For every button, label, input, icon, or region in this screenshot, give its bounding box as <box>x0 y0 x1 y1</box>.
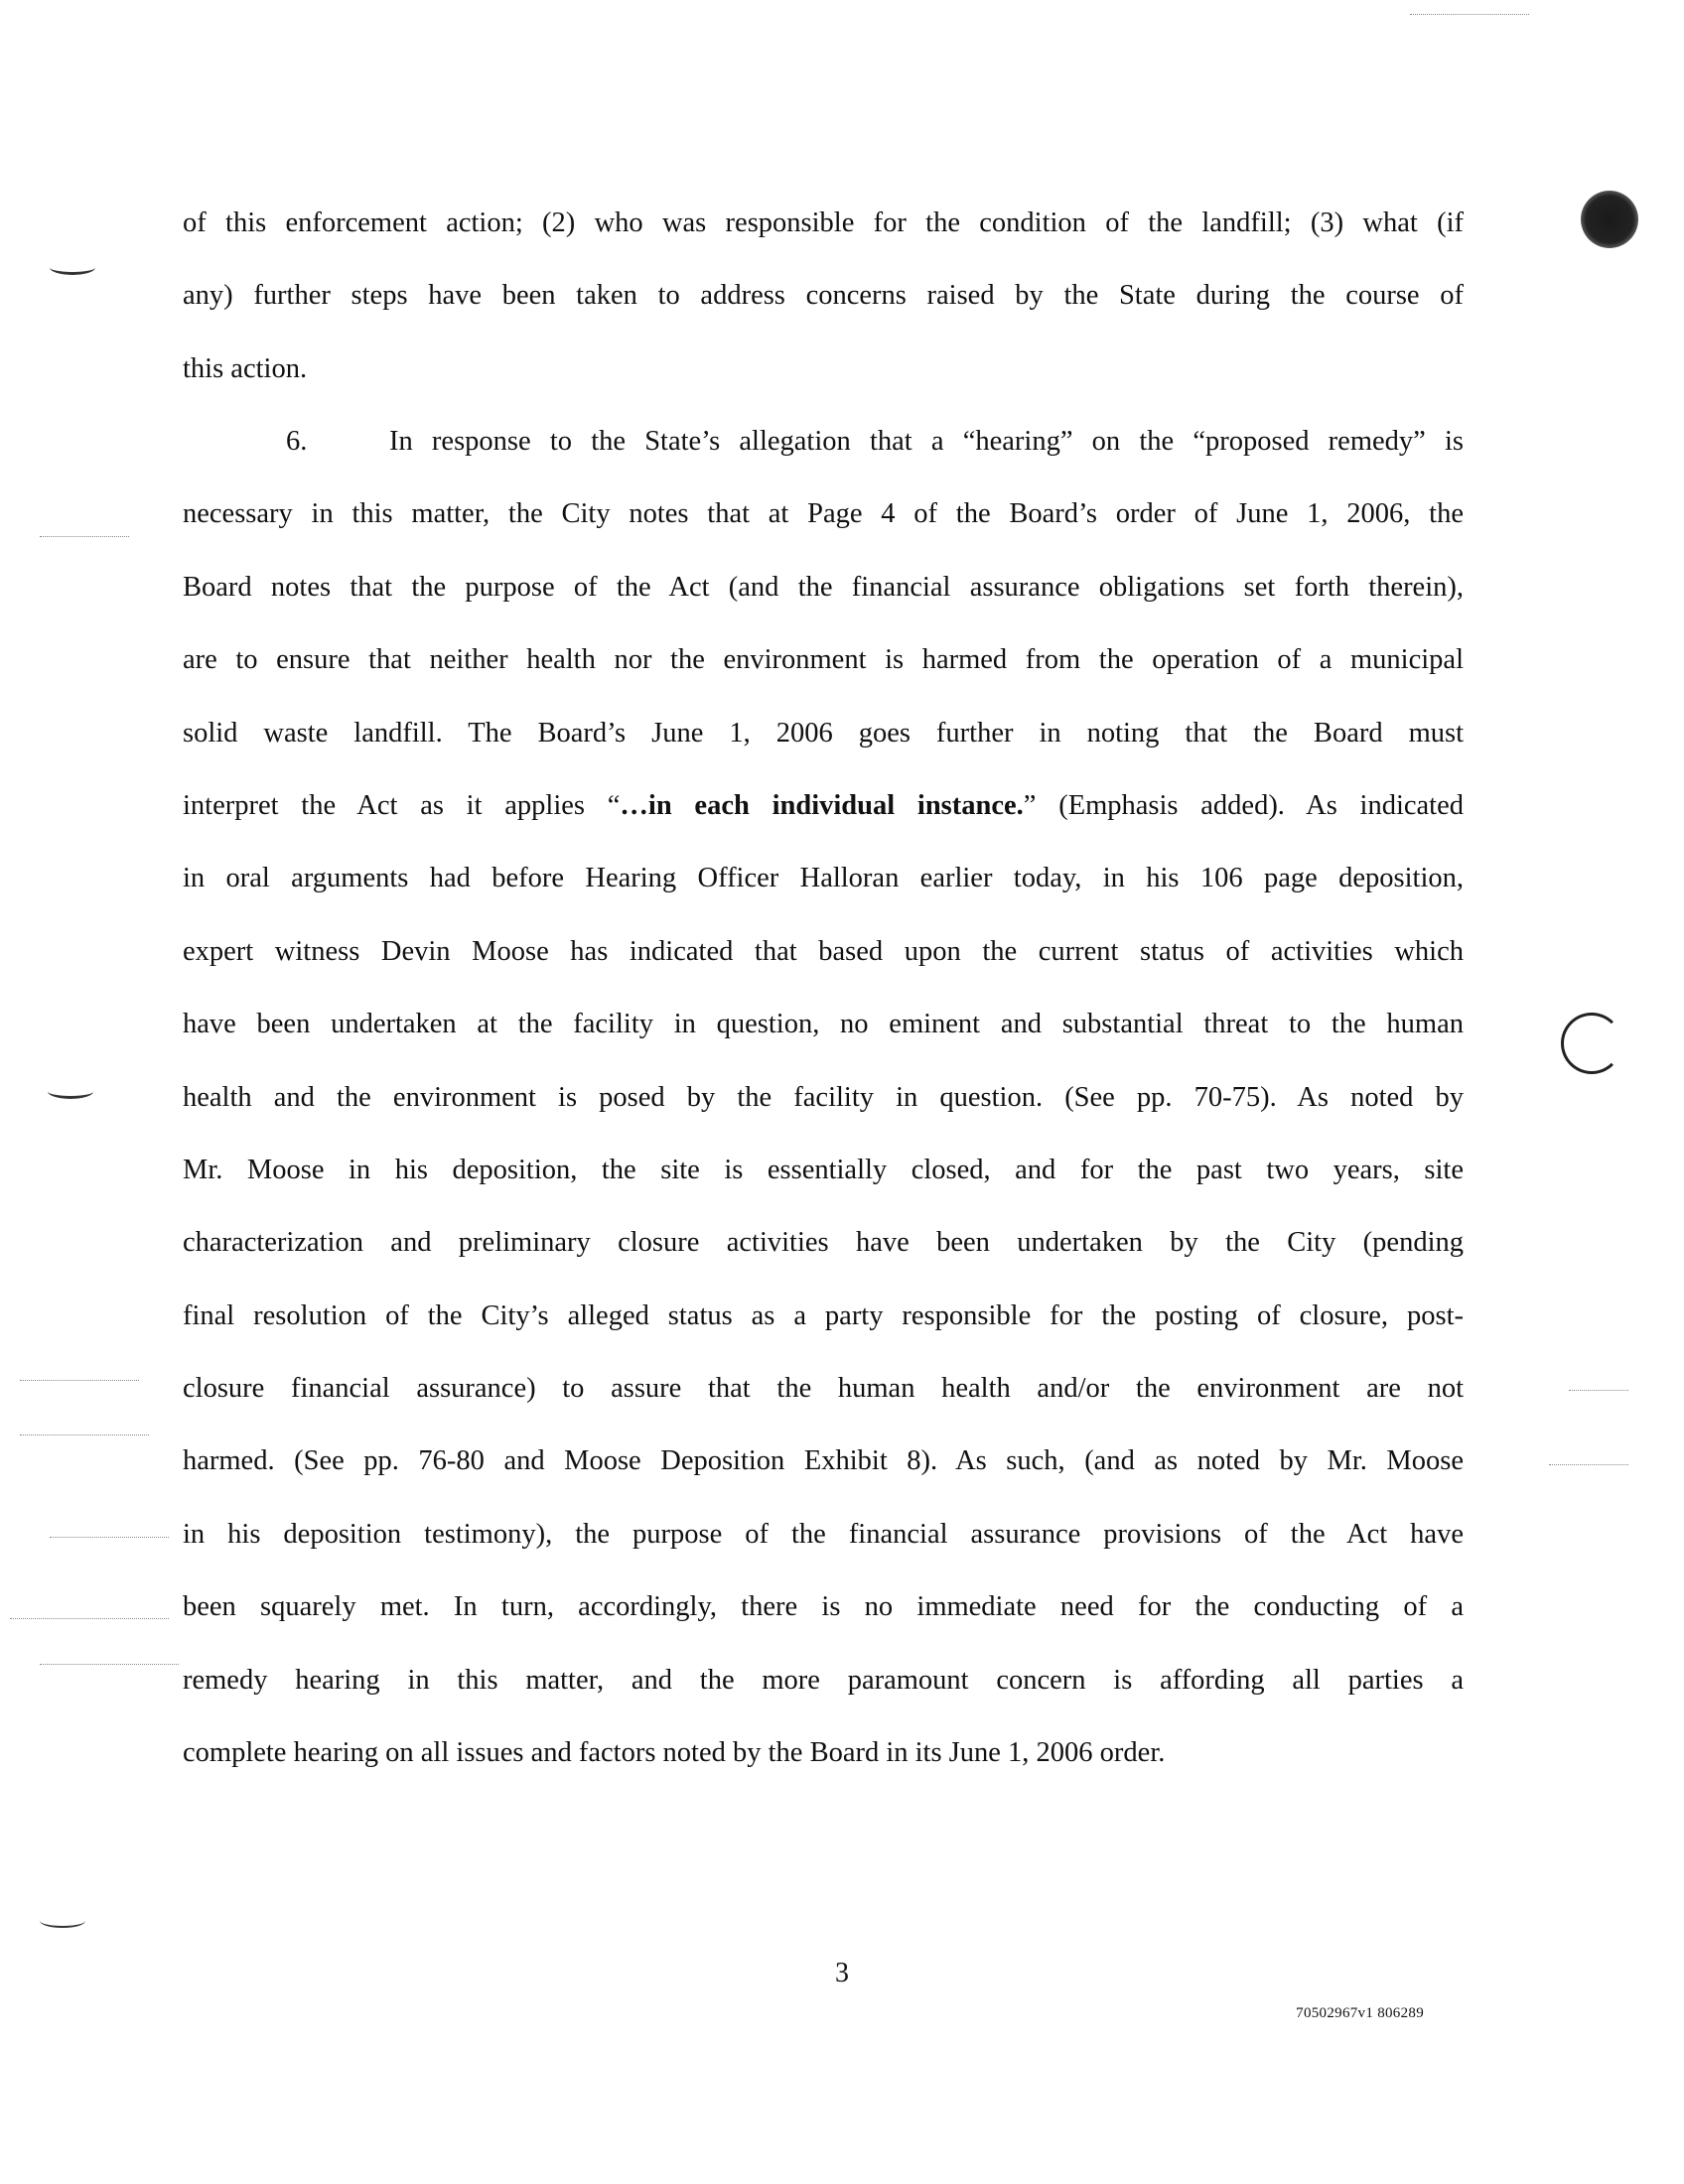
scan-noise <box>50 1537 169 1538</box>
scan-noise <box>40 1664 179 1665</box>
punch-hole-mark <box>1561 1013 1622 1074</box>
emphasis-line <box>183 769 1464 842</box>
text-line: this action. <box>183 352 308 384</box>
text-segment: ” (Emphasis added). As indicated <box>1023 789 1464 821</box>
emphasis-text: …in each individual instance. <box>620 789 1024 821</box>
scan-noise <box>1569 1390 1628 1391</box>
continued-paragraph <box>183 187 1464 405</box>
text-line: health and the environment is posed by the facility in question. (See pp. 70-75). As noted by <box>183 1081 1464 1113</box>
scan-smudge <box>50 260 95 275</box>
text-line: any) further steps have been taken to address concerns raised by the State during the course of <box>183 280 1464 312</box>
text-line: remedy hearing in this matter, and the more paramount concern is affording all parties a <box>183 1664 1464 1696</box>
text-line: Mr. Moose in his deposition, the site is essentially closed, and for the past two years, site <box>183 1154 1464 1185</box>
text-line: necessary in this matter, the City notes that at Page 4 of the Board’s order of June 1, 2006, the <box>183 498 1464 530</box>
scan-noise <box>1410 14 1529 15</box>
text-line: complete hearing on all issues and factors noted by the Board in its June 1, 2006 order. <box>183 1737 1166 1769</box>
scan-noise <box>10 1618 169 1619</box>
text-line: In response to the State’s allegation that a “hearing” on the “proposed remedy” is <box>389 426 1464 457</box>
text-line: final resolution of the City’s alleged status as a party responsible for the posting of closure, post- <box>183 1299 1464 1331</box>
text-line: closure financial assurance) to assure that the human health and/or the environment are not <box>183 1373 1464 1405</box>
scan-noise <box>20 1380 139 1381</box>
paragraph-6 <box>183 405 1464 1789</box>
paragraph-first-line <box>183 405 1464 478</box>
scan-noise <box>40 536 129 537</box>
text-line: expert witness Devin Moose has indicated that based upon the current status of activities which <box>183 935 1464 967</box>
document-id: 70502967v1 806289 <box>1296 2005 1424 2021</box>
text-line: Board notes that the purpose of the Act (and the financial assurance obligations set forth therein), <box>183 571 1464 603</box>
text-line: in his deposition testimony), the purpose of the financial assurance provisions of the Act have <box>183 1518 1464 1550</box>
text-line: are to ensure that neither health nor the environment is harmed from the operation of a municipal <box>183 644 1464 676</box>
text-line: solid waste landfill. The Board’s June 1, 2006 goes further in noting that the Board must <box>183 717 1464 749</box>
page-number: 3 <box>835 1958 849 1988</box>
scan-smudge <box>40 1914 85 1928</box>
paragraph-number: 6. <box>286 426 308 457</box>
text-line: been squarely met. In turn, accordingly, there is no immediate need for the conducting of a <box>183 1591 1464 1623</box>
text-segment: interpret the Act as it applies “ <box>183 789 621 821</box>
text-line: of this enforcement action; (2) who was responsible for the condition of the landfill; (3) what (if <box>183 207 1464 238</box>
scan-smudge <box>48 1084 93 1099</box>
punch-hole-mark <box>1581 191 1638 248</box>
text-line: in oral arguments had before Hearing Officer Halloran earlier today, in his 106 page deposition, <box>183 863 1464 894</box>
text-line: characterization and preliminary closure activities have been undertaken by the City (pending <box>183 1227 1464 1259</box>
text-line: have been undertaken at the facility in question, no eminent and substantial threat to the human <box>183 1009 1464 1040</box>
scan-noise <box>20 1434 149 1435</box>
text-line: harmed. (See pp. 76-80 and Moose Deposition Exhibit 8). As such, (and as noted by Mr. Moose <box>183 1445 1464 1477</box>
scan-noise <box>1549 1464 1628 1465</box>
